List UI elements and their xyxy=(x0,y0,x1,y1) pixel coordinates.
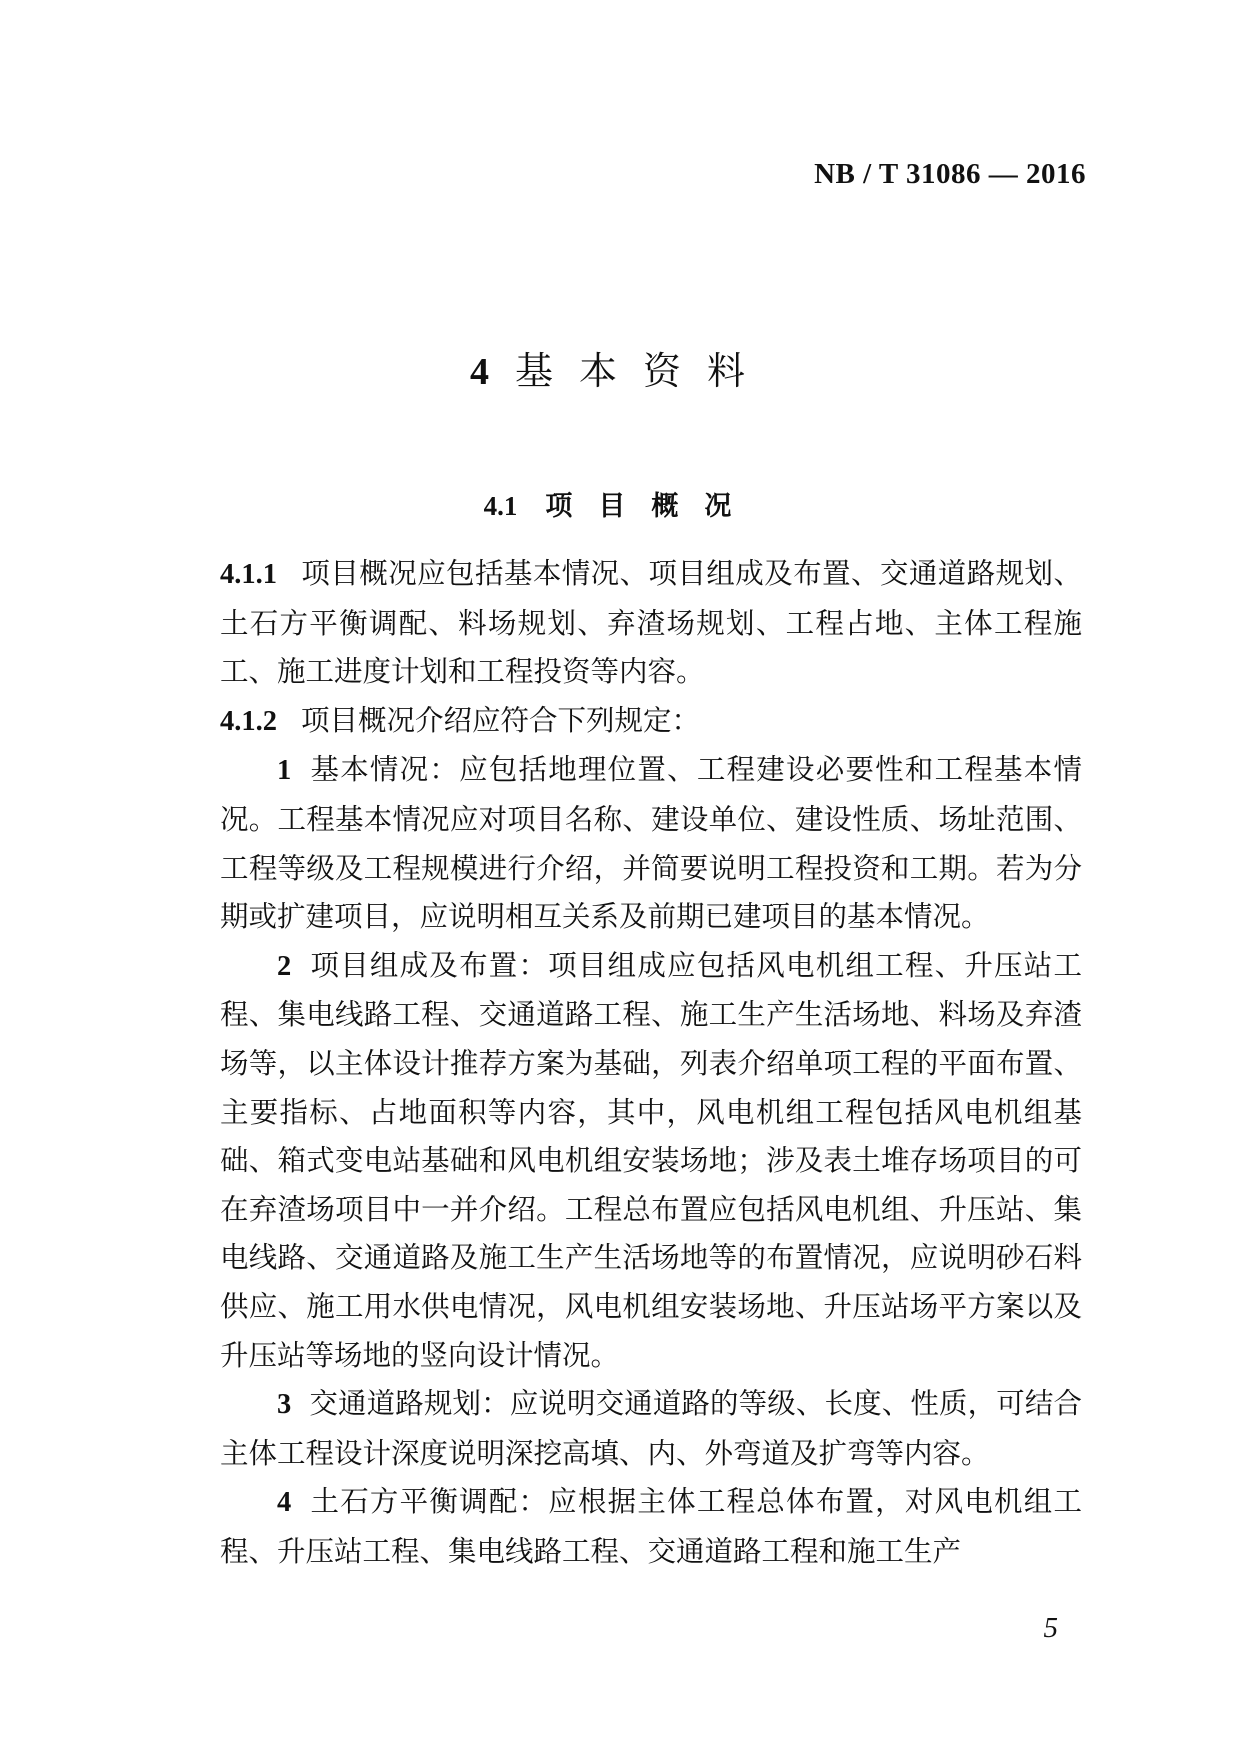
item-text: 项目组成及布置：项目组成应包括风电机组工程、升压站工程、集电线路工程、交通道路工程、施工生产生活场地、料场及弃渣场等，以主体设计推荐方案为基础，列表介绍单项工程的平面布置、主要指标、占地面积等内容，其中，风电机组工程包括风电机组基础、箱式变电站基础和风电机组安装场地；涉及表土堆存场项目的可在弃渣场项目中一并介绍。工程总布置应包括风电机组、升压站、集电线路、交通道路及施工生产生活场地等的布置情况，应说明砂石料供应、施工用水供电情况，风电机组安装场地、升压站场平方案以及升压站等场地的竖向设计情况。 xyxy=(220,948,1082,1372)
chapter-title xyxy=(0,340,1241,395)
item-text: 基本情况：应包括地理位置、工程建设必要性和工程基本情况。工程基本情况应对项目名称、建设单位、建设性质、场址范围、工程等级及工程规模进行介绍，并简要说明工程投资和工期。若为分期或扩建项目，应说明相互关系及前期已建项目的基本情况。 xyxy=(220,753,1082,934)
clause-4-1-2 xyxy=(220,697,1082,747)
item-text: 土石方平衡调配：应根据主体工程总体布置，对风电机组工程、升压站工程、集电线路工程、交通道路工程和施工生产 xyxy=(220,1485,1082,1568)
section-title-text: 项目概况 xyxy=(545,491,758,522)
standard-code: NB / T 31086 — 2016 xyxy=(814,158,1086,190)
list-item xyxy=(220,942,1082,1380)
chapter-number: 4 xyxy=(469,351,489,393)
chapter-title-text: 基本资料 xyxy=(514,349,771,393)
clause-number: 4.1.2 xyxy=(220,705,277,737)
item-text: 交通道路规划：应说明交通道路的等级、长度、性质，可结合主体工程设计深度说明深挖高填、内、外弯道及扩弯等内容。 xyxy=(220,1387,1082,1470)
clause-4-1-1 xyxy=(220,550,1082,697)
body-text xyxy=(220,550,1082,1576)
item-number: 3 xyxy=(277,1389,292,1421)
list-item xyxy=(220,1380,1082,1478)
section-title xyxy=(0,484,1241,523)
section-number: 4.1 xyxy=(483,491,518,521)
clause-text: 项目概况应包括基本情况、项目组成及布置、交通道路规划、土石方平衡调配、料场规划、弃渣场规划、工程占地、主体工程施工、施工进度计划和工程投资等内容。 xyxy=(220,557,1082,689)
item-number: 4 xyxy=(277,1487,292,1519)
item-number: 2 xyxy=(277,950,292,982)
page-number: 5 xyxy=(1043,1612,1058,1644)
clause-text: 项目概况介绍应符合下列规定： xyxy=(301,703,701,737)
list-item xyxy=(220,746,1082,941)
list-item xyxy=(220,1478,1082,1576)
item-number: 1 xyxy=(277,755,292,787)
clause-number: 4.1.1 xyxy=(220,559,277,590)
